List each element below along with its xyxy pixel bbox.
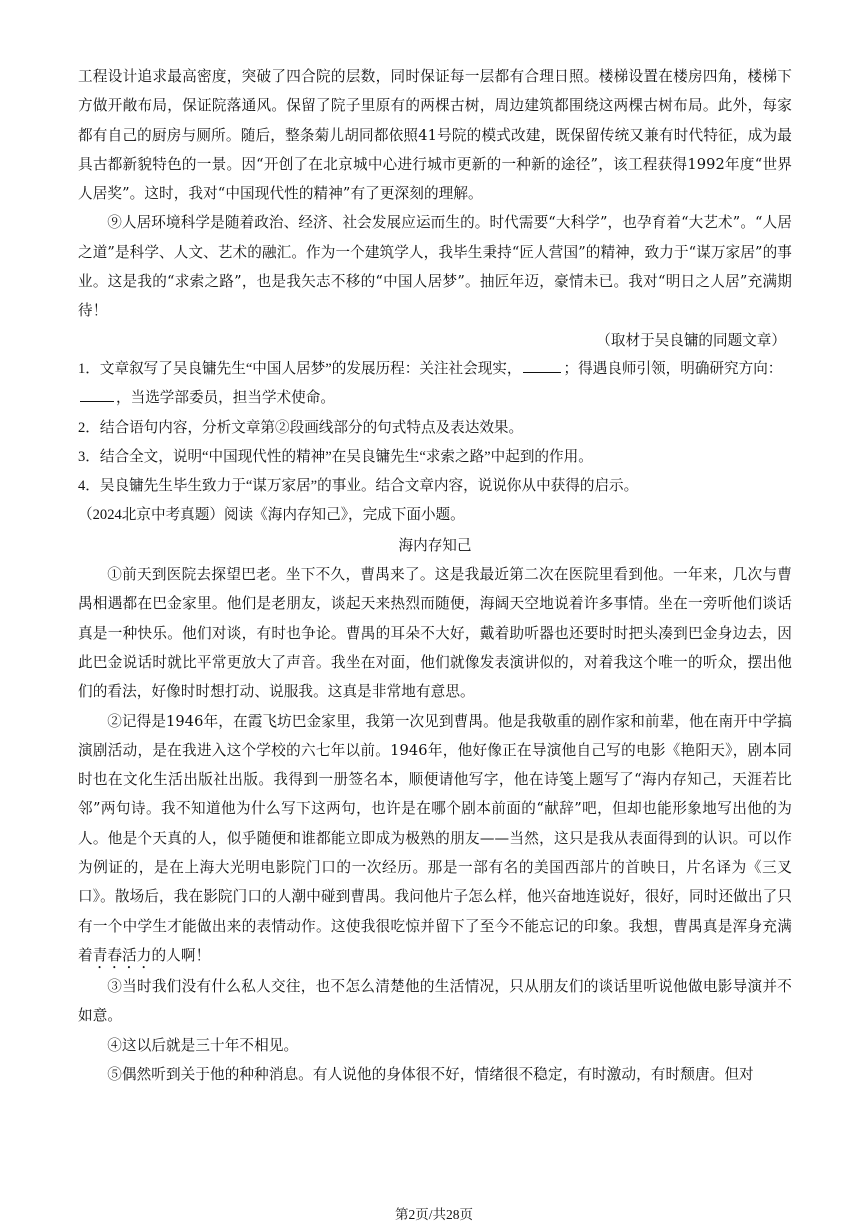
- article-paragraph-5: ⑤偶然听到关于他的种种消息。有人说他的身体很不好，情绪很不稳定，有时激动，有时颓唐。但对: [107, 1065, 754, 1083]
- answer-blank-2[interactable]: [80, 389, 114, 402]
- page-number-footer: 第2页/共28页: [394, 1207, 473, 1222]
- question-1-part-b: ；得遇良师引领，明确研究方向：: [563, 360, 783, 377]
- article-paragraph-1: ①前天到医院去探望巴老。坐下不久，曹禺来了。这是我最近第二次在医院里看到他。一年来，几次与曹禺相遇都在巴金家里。他们是老朋友，谈起天来热烈而随便，海阔天空地说着许多事情。坐在一旁听他们谈话真是一种快乐。他们对谈，有时也争论。曹禺的耳朵不大好，戴着助听器也还要时时把头凑到巴金身边去，因此巴金说话时就比平常更放大了声音。我坐在对面，他们就像发表演讲似的，对着我这个唯一的听众，摆出他们的看法，好像时时想打动、说服我。这真是非常地有意思。: [78, 566, 792, 701]
- question-1: [78, 355, 792, 414]
- article-paragraph-2-end: 的人啊！: [151, 946, 211, 964]
- paragraph-9: ⑨人居环境科学是随着政治、经济、社会发展应运而生的。时代需要“大科学”，也孕育着“大艺术”。“人居之道”是科学、人文、艺术的融汇。作为一个建筑学人，我毕生秉持“匠人营国”的精神，致力于“谋万家居”的事业。这是我的“求索之路”，也是我矢志不移的“中国人居梦”。抽匠年迈，豪情未已。我对“明日之人居”充满期待！: [78, 214, 792, 320]
- question-1-part-c: ，当选学部委员，担当学术使命。: [116, 390, 335, 407]
- question-3: 3．结合全文，说明“中国现代性的精神”在吴良镛先生“求索之路”中起到的作用。: [78, 448, 593, 465]
- question-1-part-a: 1．文章叙写了吴良镛先生“中国人居梦”的发展历程：关注社会现实，: [78, 360, 522, 377]
- emphasized-phrase: 青春活力: [92, 946, 152, 964]
- article-paragraph-2-text: ②记得是1946年，在霞飞坊巴金家里，我第一次见到曹禺。他是我敬重的剧作家和前辈，他在南开中学搞演剧活动，是在我进入这个学校的六七年以前。1946年，他好像正在导演他自己写的电影《艳阳天》，剧本同时也在文化生活出版社出版。我得到一册签名本，顺便请他写字，他在诗笺上题写了“海内存知己，天涯若比邻”两句诗。我不知道他为什么写下这两句，也许是在哪个剧本前面的“献辞”吧，但却也能形象地写出他的为人。他是个天真的人，似乎随便和谁都能立即成为极熟的朋友——当然，这只是我从表面得到的认识。可以作为例证的，是在上海大光明电影院门口的一次经历。那是一部有名的美国西部片的首映日，片名译为《三叉口》。散场后，我在影院门口的人潮中碰到曹禺。我问他片子怎么样，他兴奋地连说好，很好，同时还做出了只有一个中学生才能做出来的表情动作。这使我很吃惊并留下了至今不能忘记的印象。我想，曹禺真是浑身充满着: [78, 712, 792, 964]
- article-paragraph-3: ③当时我们没有什么私人交往，也不怎么清楚他的生活情况，只从朋友们的谈话里听说他做电影导演并不如意。: [78, 977, 792, 1025]
- exam-intro: （2024北京中考真题）阅读《海内存知己》，完成下面小题。: [78, 507, 465, 524]
- article-paragraph-4: ④这以后就是三十年不相见。: [107, 1036, 299, 1054]
- answer-blank-1[interactable]: [523, 360, 561, 373]
- question-4: 4．吴良镛先生毕生致力于“谋万家居”的事业。结合文章内容，说说你从中获得的启示。: [78, 478, 639, 495]
- question-2: 2．结合语句内容，分析文章第②段画线部分的句式特点及表达效果。: [78, 419, 524, 436]
- article-paragraph-2: [78, 707, 792, 972]
- document-page: [78, 62, 792, 1089]
- source-note: （取材于吴良镛的同题文章）: [596, 331, 786, 349]
- continued-paragraph: 工程设计追求最高密度，突破了四合院的层数，同时保证每一层都有合理日照。楼梯设置在楼房四角，楼梯下方做开敞布局，保证院落通风。保留了院子里原有的两棵古树，周边建筑都围绕这两棵古树布局。此外，每家都有自己的厨房与厕所。随后，整条菊儿胡同都依照41号院的模式改建，既保留传统又兼有时代特征，成为最具古都新貌特色的一景。因“开创了在北京城中心进行城市更新的一种新的途径”，该工程获得1992年度“世界人居奖”。这时，我对“中国现代性的精神”有了更深刻的理解。: [78, 68, 792, 203]
- article-title: 海内存知己: [398, 536, 472, 554]
